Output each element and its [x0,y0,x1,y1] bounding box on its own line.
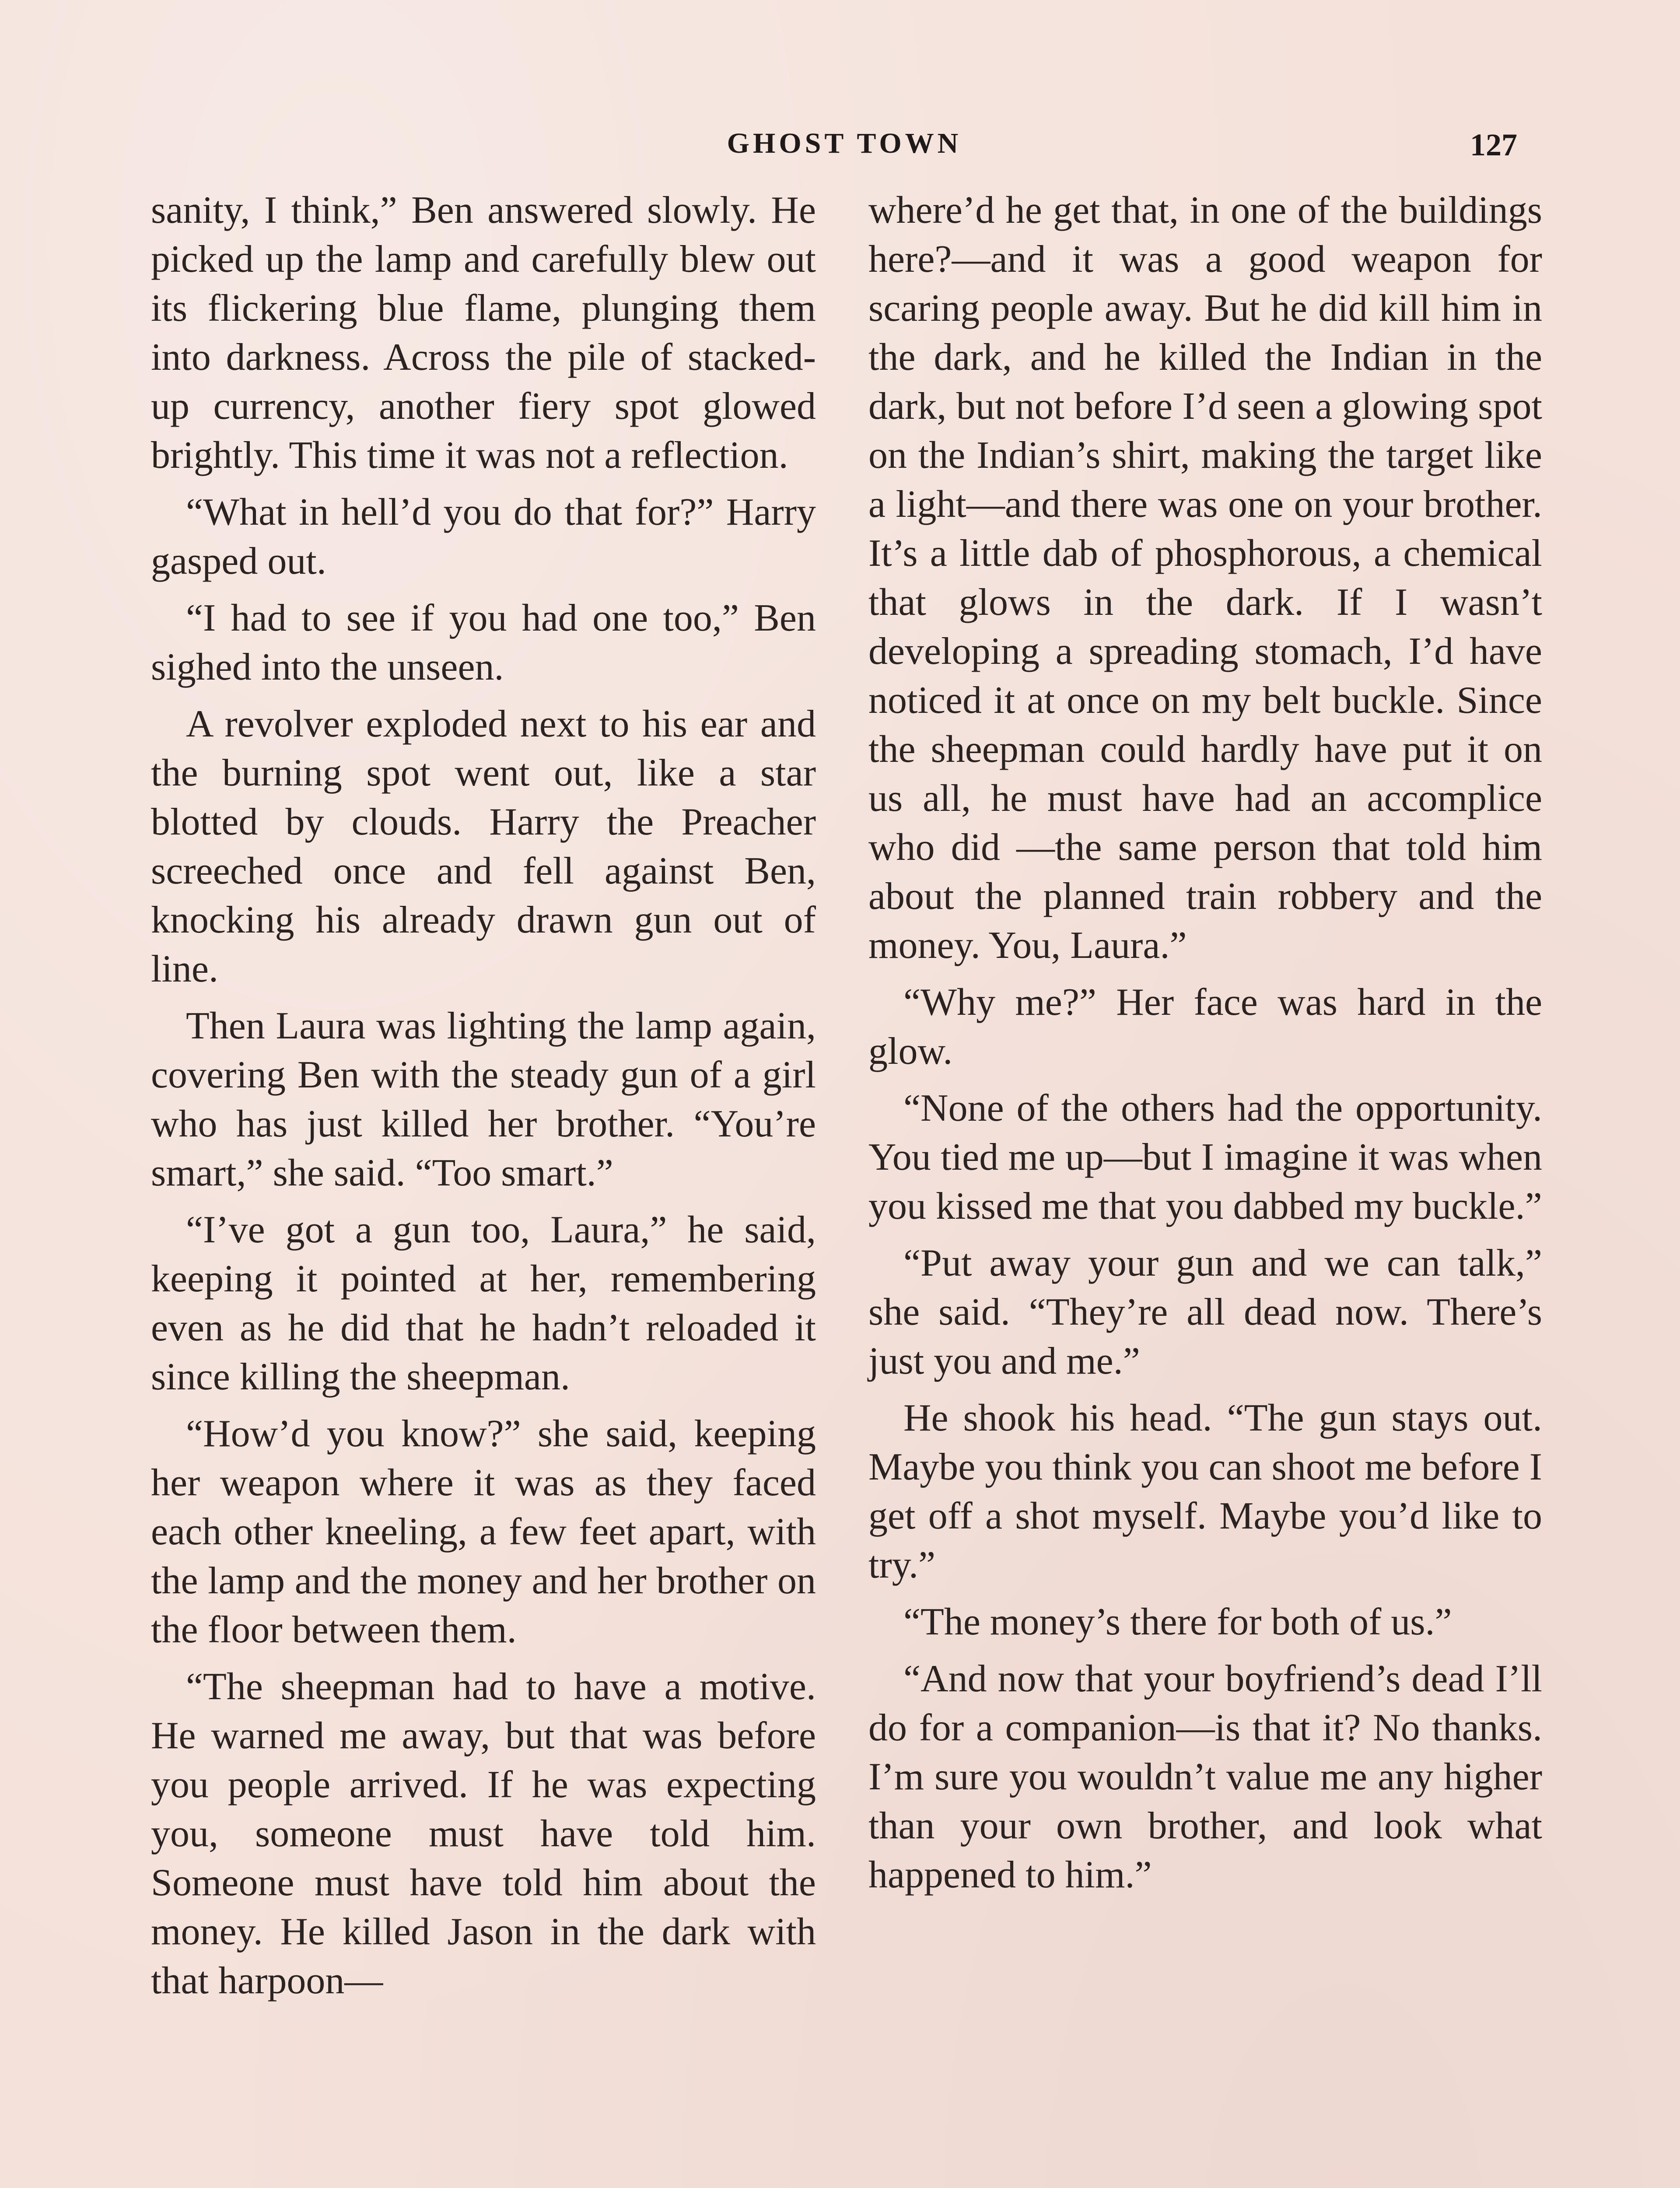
paragraph: “Put away your gun and we can talk,” she said. “They’re all dead now. There’s just you and me.” [868,1242,1542,1382]
paragraph: “The sheepman had to have a motive. He warned me away, but that was before you people arrived. If he was expecting you, someone must have told him. Someone must have told him about the money. He killed Jason in the dark with that harpoon— [151,1666,816,2002]
page-number: 127 [1470,127,1517,162]
paragraph: Then Laura was lighting the lamp again, covering Ben with the steady gun of a girl who has just killed her brother. “You’re smart,” she said. “Too smart.” [151,1005,816,1194]
paragraph: A revolver exploded next to his ear and the burning spot went out, like a star blotted by clouds. Harry the Preacher screeched once and fell against Ben, knocking his already drawn gun out of line. [151,703,816,990]
paragraph: “What in hell’d you do that for?” Harry gasped out. [151,491,816,582]
paragraph: “The money’s there for both of us.” [903,1601,1452,1643]
paragraph: “And now that your boyfriend’s dead I’ll do for a companion—is that it? No thanks. I’m sure you wouldn’t value me any higher than your own brother, and look what happened to him.” [868,1658,1542,1896]
left-column [151,186,816,2013]
running-title: GHOST TOWN [727,127,962,159]
right-column [868,186,1542,1907]
paragraph: “Why me?” Her face was hard in the glow. [868,981,1542,1073]
paragraph: sanity, I think,” Ben answered slowly. He picked up the lamp and carefully blew out its flickering blue flame, plunging them into darkness. Across the pile of stacked-up currency, another fiery spot glowed brightly. This time it was not a reflection. [151,189,816,477]
paragraph: “I had to see if you had one too,” Ben sighed into the unseen. [151,597,816,688]
paragraph: He shook his head. “The gun stays out. Maybe you think you can shoot me before I get off a shot myself. Maybe you’d like to try.” [868,1397,1542,1586]
paragraph: “None of the others had the opportunity. You tied me up—but I imagine it was when you kissed me that you dabbed my buckle.” [868,1087,1542,1227]
page-header [0,127,1680,166]
paragraph: “I’ve got a gun too, Laura,” he said, keeping it pointed at her, remembering even as he did that he hadn’t reloaded it since killing the sheepman. [151,1209,816,1398]
paragraph: “How’d you know?” she said, keeping her weapon where it was as they faced each other kneeling, a few feet apart, with the lamp and the money and her brother on the floor between them. [151,1413,816,1651]
paragraph: where’d he get that, in one of the buildings here?—and it was a good weapon for scaring people away. But he did kill him in the dark, and he killed the Indian in the dark, but not before I’d seen a glowing spot on the Indian’s shirt, making the target like a light—and there was one on your brother. It’s a little dab of phosphorous, a chemical that glows in the dark. If I wasn’t developing a spreading stomach, I’d have noticed it at once on my belt buckle. Since the sheepman could hardly have put it on us all, he must have had an accomplice who did —the same person that told him about the planned train robbery and the money. You, Laura.” [868,189,1542,967]
